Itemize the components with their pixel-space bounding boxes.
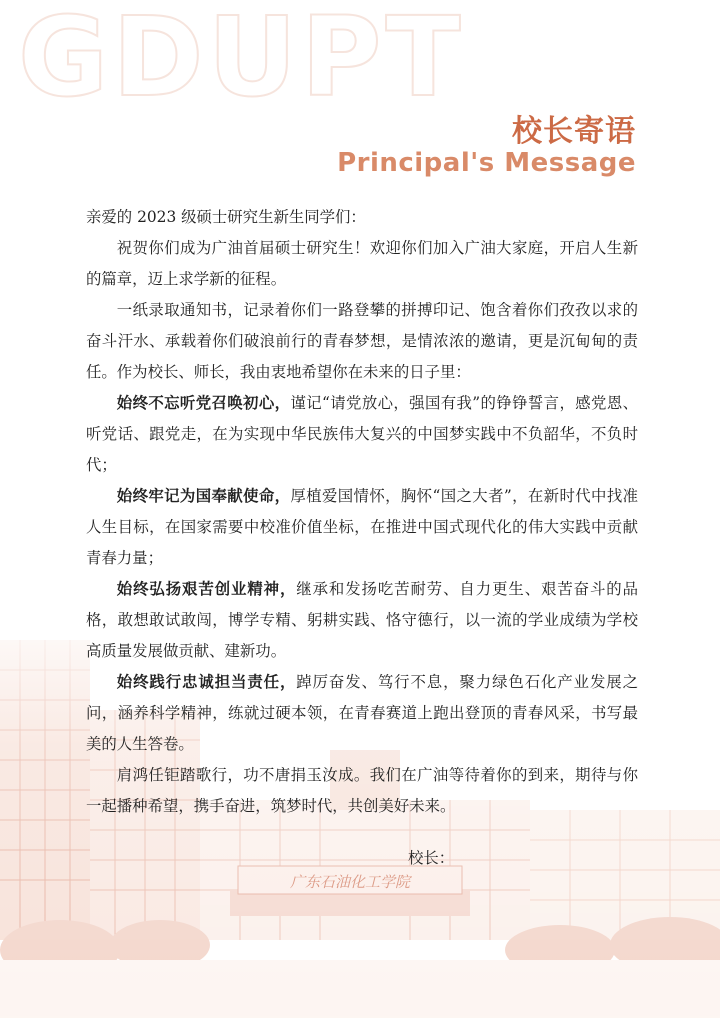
wish-3-heading: 始终弘扬艰苦创业精神， [116,580,297,598]
building-sign-text: 广东石油化工学院 [289,873,411,891]
paragraph-congratulations: 祝贺你们成为广油首届硕士研究生！欢迎你们加入广油大家庭，开启人生新的篇章，迈上求学新的征程。 [86,239,638,288]
salutation: 亲爱的 2023 级硕士研究生新生同学们： [86,208,366,226]
wish-3-text: 继承和发扬吃苦耐劳、自力更生、艰苦奋斗的品格，敢想敢试敢闯，博学专精、躬耕实践、恪守德行，以一流的学业成绩为学校高质量发展做贡献、建新功。 [86,580,638,660]
wish-1-text: 谨记“请党放心，强国有我”的铮铮誓言，感党恩、听党话、跟党走，在为实现中华民族伟大复兴的中国梦实践中不负韶华，不负时代； [86,394,638,474]
wish-2-heading: 始终牢记为国奉献使命， [116,487,291,505]
paragraph-wish-2 [86,481,638,574]
wish-4-heading: 始终践行忠诚担当责任， [116,673,297,691]
paragraph-closing: 肩鸿任钜踏歌行，功不唐捐玉汝成。我们在广油等待着你的到来，期待与你一起播种希望，携手奋进，筑梦时代，共创美好未来。 [86,766,638,815]
page-title-chinese: 校长寄语 [512,114,636,149]
page-title-english: Principal's Message [337,148,636,178]
wish-2-text: 厚植爱国情怀，胸怀“国之大者”，在新时代中找准人生目标，在国家需要中校准价值坐标，在推进中国式现代化的伟大实践中贡献青春力量； [86,487,638,567]
paragraph-wish-1 [86,388,638,481]
paragraph-wish-4 [86,667,638,760]
watermark-logo: GDUPT [18,0,465,121]
wish-1-heading: 始终不忘听党召唤初心， [116,394,291,412]
paragraph-admission: 一纸录取通知书，记录着你们一路登攀的拼搏印记、饱含着你们孜孜以求的奋斗汗水、承载着你们破浪前行的青春梦想，是情浓浓的邀请，更是沉甸甸的责任。作为校长、师长，我由衷地希望你在未来的日子里： [86,301,638,381]
wish-4-text: 踔厉奋发、笃行不息，聚力绿色石化产业发展之问，涵养科学精神，练就过硬本领，在青春赛道上跑出登顶的青春风采，书写最美的人生答卷。 [86,673,638,753]
letter-body [86,202,638,822]
signature-line: 校长： [408,849,455,867]
paragraph-wish-3 [86,574,638,667]
